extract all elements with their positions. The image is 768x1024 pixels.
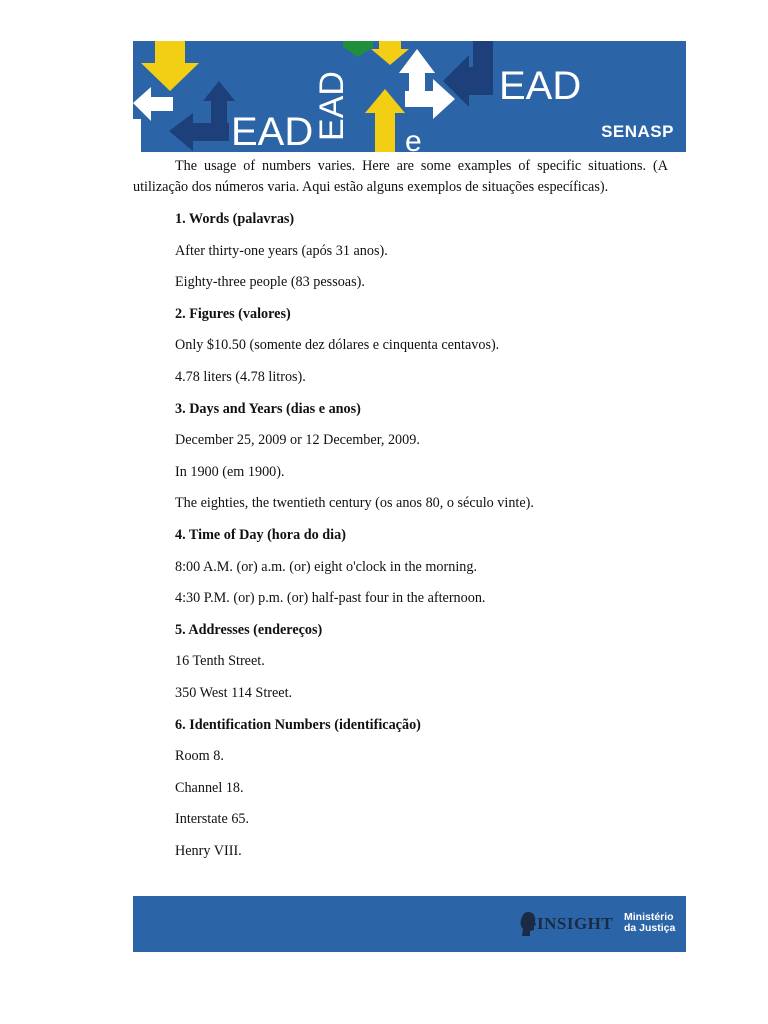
ministerio-line2: da Justiça bbox=[624, 922, 676, 934]
section-heading: 3. Days and Years (dias e anos) bbox=[175, 400, 361, 417]
example-line: After thirty-one years (após 31 anos). bbox=[175, 242, 388, 259]
example-line: 4:30 P.M. (or) p.m. (or) half-past four in the afternoon. bbox=[175, 590, 486, 607]
footer-banner bbox=[133, 896, 686, 952]
example-line: Room 8. bbox=[175, 748, 224, 765]
example-line: 4.78 liters (4.78 litros). bbox=[175, 368, 306, 385]
white-arrow-up-icon bbox=[399, 49, 435, 91]
section-heading: 2. Figures (valores) bbox=[175, 305, 291, 322]
ministerio-line1: Ministério bbox=[624, 911, 674, 923]
ministerio-logo bbox=[624, 912, 675, 934]
example-line: Channel 18. bbox=[175, 779, 244, 796]
example-line: Eighty-three people (83 pessoas). bbox=[175, 274, 365, 291]
green-arrow-icon bbox=[343, 41, 373, 57]
example-line: 8:00 A.M. (or) a.m. (or) eight o'clock in the morning. bbox=[175, 558, 478, 575]
examples-list bbox=[133, 210, 668, 861]
section-heading: 4. Time of Day (hora do dia) bbox=[175, 526, 346, 543]
example-line: In 1900 (em 1900). bbox=[175, 463, 285, 480]
section-heading: 5. Addresses (endereços) bbox=[175, 621, 323, 638]
example-line: Interstate 65. bbox=[175, 811, 250, 828]
intro-paragraph: The usage of numbers varies. Here are some examples of specific situations. (A utilização dos números varia. Aqui estão alguns exemplos de situações específicas). bbox=[133, 158, 668, 195]
svg-text:e: e bbox=[405, 125, 422, 152]
example-line: 16 Tenth Street. bbox=[175, 653, 265, 670]
insight-text: INSIGHT bbox=[537, 914, 614, 933]
example-line: December 25, 2009 or 12 December, 2009. bbox=[175, 432, 420, 449]
example-line: Only $10.50 (somente dez dólares e cinquenta centavos). bbox=[175, 337, 500, 354]
section-heading: 6. Identification Numbers (identificação) bbox=[175, 716, 421, 733]
section-heading: 1. Words (palavras) bbox=[175, 211, 295, 227]
ead-logo-text-right: EAD bbox=[499, 64, 582, 108]
example-line: The eighties, the twentieth century (os anos 80, o século vinte). bbox=[175, 495, 534, 512]
example-line: 350 West 114 Street. bbox=[175, 684, 293, 701]
yellow-arrow-up-icon bbox=[365, 89, 405, 152]
white-arrow-left-icon bbox=[133, 87, 173, 121]
header-banner bbox=[133, 41, 686, 152]
document-body bbox=[133, 156, 668, 873]
head-profile-icon bbox=[519, 911, 537, 937]
ead-logo-text: EAD bbox=[231, 110, 314, 152]
example-line: Henry VIII. bbox=[175, 842, 242, 859]
yellow-arrow-down-icon bbox=[141, 41, 199, 91]
ead-logo-text-vertical: EAD bbox=[313, 71, 351, 141]
senasp-label: SENASP bbox=[601, 122, 674, 141]
insight-logo bbox=[519, 910, 613, 938]
